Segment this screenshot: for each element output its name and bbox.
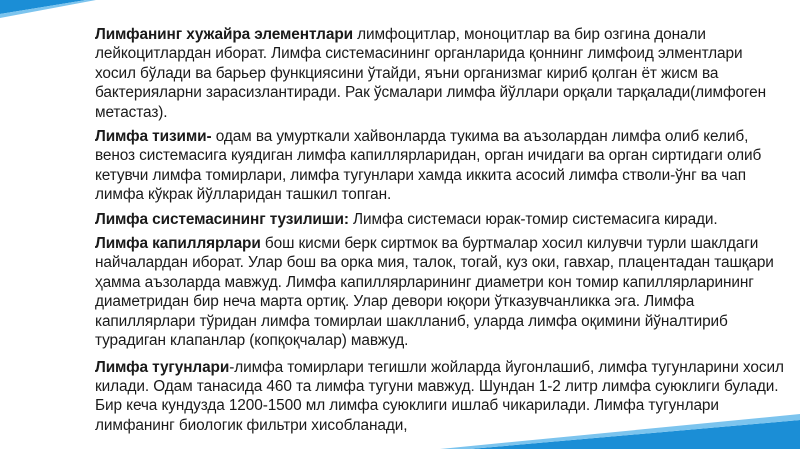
paragraph-text: бош кисми берк сиртмок ва буртмалар хосил килувчи турли шаклдаги найчалардан иборат. Улар бош ва орка мия, талок, тогай, куз оки, гавхар, плацентадан ташқари ҳамма аъзоларда мавжуд. Лимфа капиллярларининг диаметри кон томир капиллярларининг диаметридан бир неча марта ортиқ. Улар девори юқори ўтказувчанликка эга. Лимфа капиллярлари тўридан лимфа томирлаи шаклланиб, уларда лимфа оқимини йўналтириб турадиган клапанлар (копқоқчалар) мавжуд. [95,235,774,350]
paragraph-heading: Лимфа капиллярлари [95,235,261,253]
paragraph-lymph-capillaries [95,234,785,350]
paragraph-heading: Лимфа тугунлари [95,358,230,376]
paragraph-lymph-system [95,127,785,205]
paragraph-text: лимфоцитлар, моноцитлар ва бир озгина донали лейкоцитлардан иборат. Лимфа системасининг органларида қоннинг лимфоид элментлари хосил бўлади ва барьер функциясини ўтайди, яъни организмаг кириб қолган ёт жисм ва бактерияларни зарасизлантиради. Рак ўсмалари лимфа йўллари орқали тарқалади(лимфоген метастаз). [95,26,767,121]
paragraph-text: Лимфа системаси юрак-томир системасига киради. [348,210,718,228]
slide-text-body [95,25,785,440]
paragraph-heading: Лимфа тизими- [95,128,212,146]
paragraph-heading: Лимфанинг хужайра элементлари [95,26,353,43]
paragraph-system-structure [95,210,785,229]
paragraph-text: -лимфа томирлари тегишли жойларда йугонлашиб, лимфа тугунларини хосил килади. Одам танасида 460 та лимфа тугуни мавжуд. Шундан 1-2 литр лимфа суюклиги булади. Бир кеча кундузда 1200-1500 мл лимфа суюклиги ишлаб чикарилади. Лимфа тугунлари лимфанинг биологик фильтри хисобланади, [95,358,784,434]
paragraph-lymph-nodes [95,358,785,436]
paragraph-text: одам ва умурткали хайвонларда тукима ва аъзолардан лимфа олиб келиб, веноз системасига куядиган лимфа капиллярларидан, орган ичидаги ва орган сиртидаги олиб кетувчи лимфа томирлари, лимфа тугунлари хамда иккита асосий лимфа стволи-ўнг ва чап лимфа кўкрак йўлларидан ташкил топган. [95,128,762,204]
paragraph-lymph-cells [95,25,785,122]
paragraph-heading: Лимфа системасининг тузилиши: [95,210,349,228]
